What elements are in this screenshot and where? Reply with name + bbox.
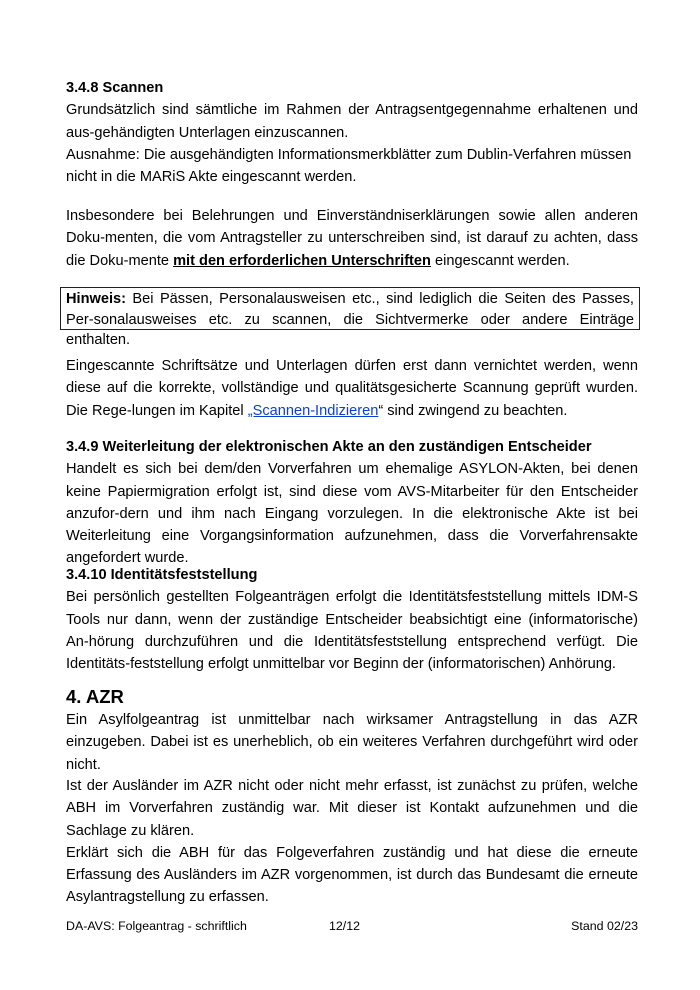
paragraph-text: Insbesondere bei Belehrungen und Einverständniserklärungen sowie allen anderen Doku-menten, die vom Antragsteller zu unterschreiben sind, ist darauf zu achten, dass die Doku-mente — [66, 208, 638, 269]
paragraph: Ist der Ausländer im AZR nicht oder nicht mehr erfasst, ist zunächst zu prüfen, welche ABH im Vorverfahren zuständig war. Mit dieser ist Kontakt aufzunehmen und die Sachlage zu klären. — [66, 778, 638, 839]
paragraph: Grundsätzlich sind sämtliche im Rahmen der Antragsentgegennahme erhaltenen und aus-gehändigten Unterlagen einzuscannen. — [66, 102, 638, 141]
section-3-4-8 — [66, 77, 638, 188]
chapter-link-scannen-indizieren[interactable]: „Scannen-Indizieren — [247, 402, 379, 419]
paragraph: Handelt es sich bei dem/den Vorverfahren um ehemalige ASYLON-Akten, bei denen keine Papiermigration erfolgt ist, sind diese vom AVS-Mitarbeiter für den Entscheider anzufor-dern und ihm nach Eingang vorzulegen. In die elektronische Akte ist bei Weiterleitung eine Vorgangsinformation aufzunehmen, dass die Vorverfahrensakte angefordert wurde. — [66, 461, 638, 567]
emphasis-signatures: mit den erforderlichen Unterschriften — [173, 252, 431, 269]
paragraph-text: eingescannt werden. — [430, 252, 570, 269]
paragraph-destruction — [66, 355, 638, 422]
note-label: Hinweis: — [66, 291, 127, 307]
section-heading-4: 4. AZR — [66, 686, 124, 707]
section-4-paragraphs — [66, 775, 638, 909]
paragraph: Erklärt sich die ABH für das Folgeverfahren zuständig und hat diese die erneute Erfassung des Ausländers im AZR vorgenommen, ist durch das Bundesamt die erneute Asylantragstellung zu erfassen. — [66, 844, 638, 906]
footer-document-title: DA-AVS: Folgeantrag - schriftlich — [66, 919, 247, 933]
paragraph-text: Eingescannte Schriftsätze und Unterlagen dürfen erst dann vernichtet werden, wenn diese auf die korrekte, vollständige und qualitätsgesicherte Scannung geprüft wurden. Die Rege-lungen im Kapitel — [66, 358, 638, 419]
paragraph: Ausnahme: Die ausgehändigten Informationsmerkblätter zum Dublin-Verfahren müssen nicht in die MARiS Akte eingescannt werden. — [66, 146, 632, 186]
section-heading-3-4-8: 3.4.8 Scannen — [66, 80, 164, 96]
paragraph: Ein Asylfolgeantrag ist unmittelbar nach wirksamer Antragstellung in das AZR einzugeben. Dabei ist es unerheblich, ob ein weiteres Verfahren durchgeführt wird oder nicht. — [66, 712, 638, 773]
section-4 — [66, 685, 638, 776]
note-text: Bei Pässen, Personalausweisen etc., sind lediglich die Seiten des Passes, Per-sonalausweises etc. zu scannen, die Sichtvermerke oder andere Einträge enthalten. — [66, 291, 634, 348]
page-footer — [66, 919, 638, 933]
paragraph-text: “ sind zwingend zu beachten. — [378, 402, 568, 419]
note-box — [60, 287, 640, 348]
section-heading-3-4-10: 3.4.10 Identitätsfeststellung — [66, 567, 258, 583]
paragraph-signatures — [66, 205, 638, 272]
section-3-4-9 — [66, 436, 638, 570]
paragraph: Bei persönlich gestellten Folgeanträgen erfolgt die Identitätsfeststellung mittels IDM-S Tools nur dann, wenn der zuständige Entscheider beabsichtigt eine (informatorische) An-hörung durchzuführen und die Identitätsfeststellung entsprechend verfügt. Die Identitäts-feststellung erfolgt unmittelbar vor Beginn der (informatorischen) Anhörung. — [66, 589, 638, 673]
section-3-4-10 — [66, 564, 638, 675]
footer-version: Stand 02/23 — [571, 919, 638, 933]
footer-page-number: 12/12 — [329, 919, 361, 933]
section-heading-3-4-9: 3.4.9 Weiterleitung der elektronischen Akte an den zuständigen Entscheider — [66, 439, 592, 455]
